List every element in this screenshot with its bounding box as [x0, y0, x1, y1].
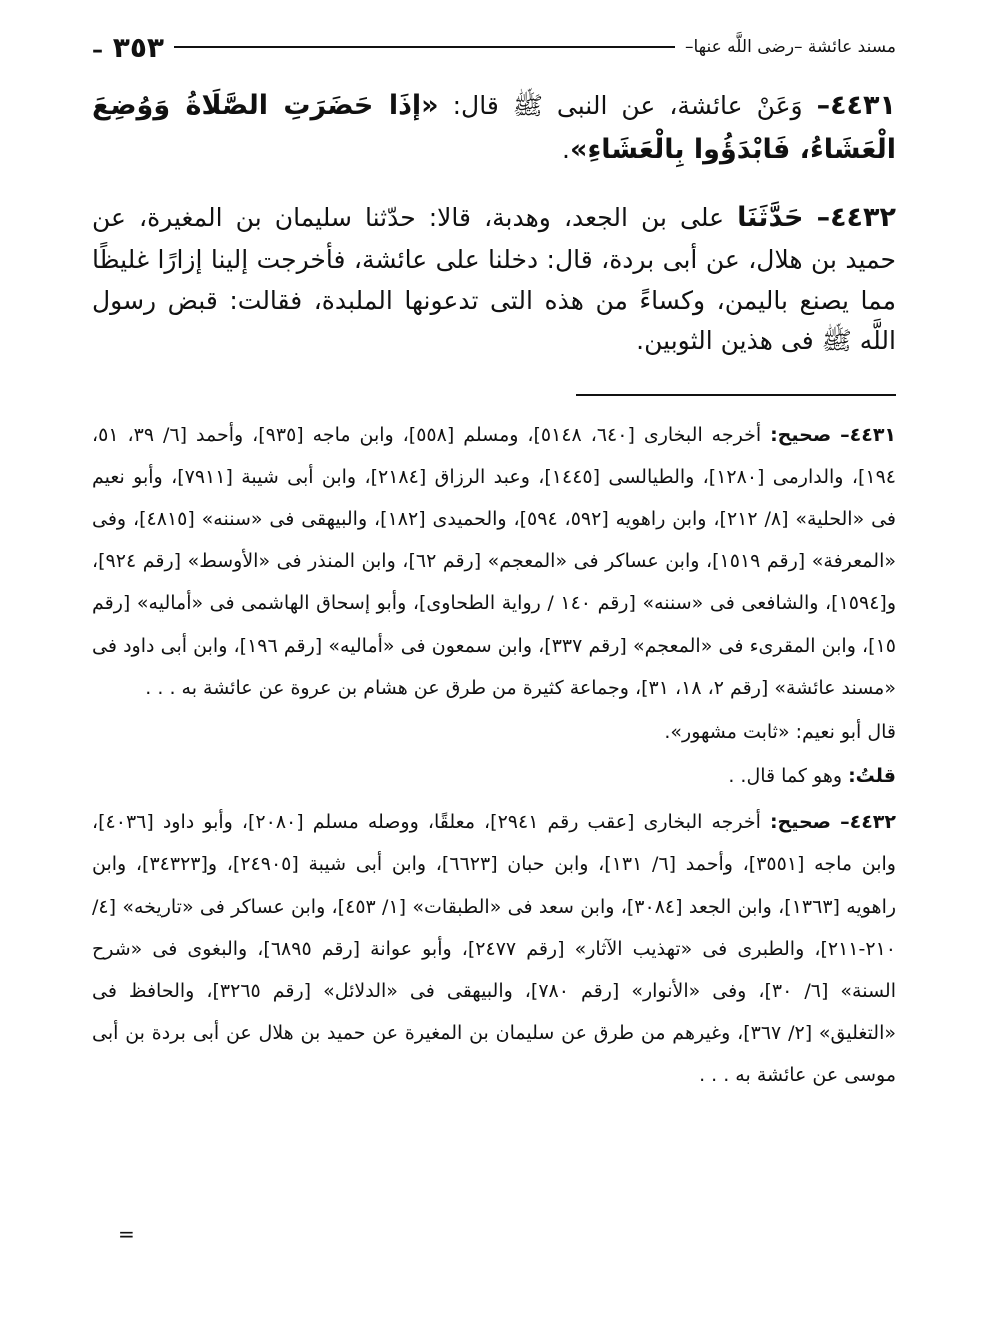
- footnote-text: أخرجه البخارى [عقب رقم ٢٩٤١]، معلقًا، ووصله مسلم [٢٠٨٠]، وأبو داود [٤٠٣٦]، وابن ماجه [٣٥٥١]، وأحمد [٦/ ١٣١]، وابن حبان [٦٦٢٣]، وابن أبى شيبة [٢٤٩٠٥]، و[٣٤٣٢٣]، وابن راهويه [١٣٦٣]، وابن الجعد [٣٠٨٤]، وابن سعد فى «الطبقات» [١/ ٤٥٣]، وابن عساكر فى «تاريخه» [٤/ ٢١٠-٢١١]، والطبرى فى «تهذيب الآثار» [رقم ٢٤٧٧]، وأبو عوانة [رقم ٦٨٩٥]، والبغوى فى «شرح السنة» [٦/ ٣٠]، وفى «الأنوار» [رقم ٧٨٠]، والبيهقى فى «الدلائل» [رقم ٣٢٦٥]، والحافظ فى «التغليق» [٢/ ٣٦٧]، وغيرهم من طرق عن سليمان بن المغيرة عن حميد بن هلال عن أبى بردة بن أبى موسى عن عائشة به . . .: [92, 811, 897, 1087]
- hadith-4431: [92, 84, 896, 171]
- comment-text: قال أبو نعيم: «ثابت مشهور».: [664, 720, 896, 743]
- footnote-text: أخرجه البخارى [٦٤٠، ٥١٤٨]، ومسلم [٥٥٨]، وابن ماجه [٩٣٥]، وأحمد [٦/ ٣٩، ٥١، ١٩٤]، والدارمى [١٢٨٠]، والطيالسى [١٤٤٥]، وعبد الرزاق [٢١٨٤]، وابن أبى شيبة [٧٩١١]، وأبو نعيم فى «الحلية» [٨/ ٢١٢]، وابن راهويه [٥٩٢، ٥٩٤]، والحميدى [١٨٢]، والبيهقى فى «سننه» [٤٨١٥]، وفى «المعرفة» [رقم ١٥١٩]، وابن عساكر فى «المعجم» [رقم ٦٢]، وابن المنذر فى «الأوسط» [رقم ٩٢٤]، و[١٥٩٤]، والشافعى فى «سننه» [رقم ١٤٠ / رواية الطحاوى]، وأبو إسحاق الهاشمى فى «أماليه» [رقم ١٥]، وابن المقرىء فى «المعجم» [رقم ٣٣٧]، وابن سمعون فى «أماليه» [رقم ١٩٦]، وابن أبى داود فى «مسند عائشة» [رقم ٢، ١٨، ٣١]، وجماعة كثيرة من طرق عن هشام بن عروة عن عائشة به . . .: [92, 423, 897, 699]
- hadith-text: على بن الجعد، وهدبة، قالا: حدّثنا سليمان بن المغيرة، عن حميد بن هلال، عن أبى بردة، قال: دخلنا على عائشة، فأخرجت إلينا إزارًا غليظًا مما يصنع باليمن، وكساءً من هذه التى تدعونها الملبدة، فقالت: قبض رسول اللَّه ﷺ فى هذين الثوبين.: [92, 203, 896, 356]
- comment-text: وهو كما قال. .: [728, 765, 849, 788]
- running-header: [92, 30, 896, 64]
- footnote-separator: [576, 394, 896, 396]
- page-number-dash: –: [92, 37, 103, 63]
- footnote-comment: [92, 755, 896, 797]
- hadith-number: ٤٤٣١–: [816, 90, 896, 121]
- hadith-lead-word: حَدَّثَنَا: [737, 202, 804, 234]
- book-page: [92, 30, 896, 1096]
- footnote-grade: صحيح:: [769, 811, 832, 834]
- header-rule: [174, 46, 675, 48]
- page-number-value: ٣٥٣: [112, 30, 165, 64]
- hadith-intro: وَعَنْ عائشة، عن النبى ﷺ قال:: [438, 91, 803, 120]
- running-title: مسند عائشة –رضى اللَّه عنها–: [684, 37, 896, 57]
- footnote-number: ٤٤٣١–: [840, 423, 897, 446]
- page-number: [92, 31, 170, 64]
- footnote-number: ٤٤٣٢–: [840, 811, 896, 834]
- hadith-4432: [92, 196, 896, 361]
- footnote-4432: [92, 801, 896, 1096]
- footnote-comment: [92, 711, 896, 753]
- footnote-4431: [92, 414, 896, 709]
- hadith-quote: «إذَا حَضَرَتِ الصَّلَاةُ وَوُضِعَ الْعَشَاءُ، فَابْدَؤُوا بِالْعَشَاءِ»: [92, 90, 896, 165]
- hadith-number: ٤٤٣٢–: [816, 202, 896, 234]
- continuation-mark: =: [118, 1222, 135, 1246]
- footnote-grade: صحيح:: [770, 423, 832, 446]
- comment-label: قلتُ:: [848, 765, 896, 788]
- hadith-end: .: [562, 134, 570, 164]
